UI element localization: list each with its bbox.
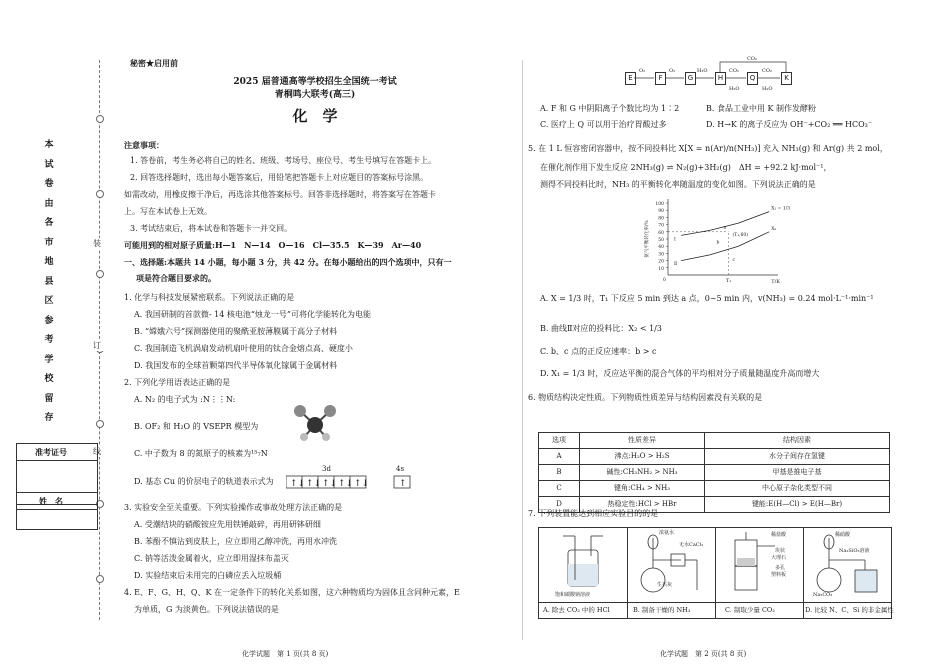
node-e: E [625,72,636,85]
apparatus-c-label: 塑料板 [771,572,787,578]
q4-option-b: B. 食品工业中用 K 制作发酵粉 [706,104,817,113]
q4-stem-cont: 为单质，G 为淡黄色。下列说法错误的是 [134,605,279,614]
binding-hole [96,190,104,198]
x-axis-label: T/K [771,279,780,285]
notice-line: 2. 回答选择题时，选出每小题答案后，用铅笔把答题卡上对应题目的答案标号涂黑。 [130,173,429,182]
apparatus-d-label: Na₂CO₃ [813,592,833,598]
margin-char: 留 [44,393,54,404]
y-tick-label: 60 [658,230,664,236]
binding-hole [96,575,104,583]
q5-stem-cont: 在催化剂作用下发生反应 2NH₃(g) ⇌ N₂(g)+3H₂(g) ΔH = +92.2 kJ·mol⁻¹， [540,163,832,172]
table-cell: 沸点:H₂O > H₂S [580,449,705,465]
apparatus-d-label: Na₂SiO₃溶液 [839,548,870,554]
notice-line: 上。写在本试卷上无效。 [124,207,212,216]
svg-text:↑↓: ↑↓ [338,479,354,489]
y-tick-label: 70 [658,223,664,229]
section-heading-cont: 项是符合题目要求的。 [136,273,216,283]
table-cell: B [539,465,580,481]
xian-mark: 线 [90,446,104,457]
y-tick-label: 50 [658,238,664,243]
point-label: Ⅱ [674,261,678,267]
vsepr-model-image [290,403,340,443]
h2o-label: H₂O [697,68,708,74]
q4-option-a: A. F 和 G 中阴阳离子个数比均为 1∶2 [540,104,680,113]
q4-option-d: D. H→K 的离子反应为 OH⁻+CO₂ ══ HCO₃⁻ [706,120,873,129]
node-f: F [655,72,666,85]
table-cell: 中心原子杂化类型不同 [705,481,890,497]
table-header: 结构因素 [705,433,890,449]
margin-char: 试 [44,159,54,170]
page-divider [522,60,523,640]
orbital-4s-label: 4s [396,465,405,473]
point-label: b [716,240,720,246]
q4-stem: 4. E、F、G、H、Q、K 在一定条件下的转化关系如图，这六种物质均为固体且含同种元素，E [124,588,460,597]
series-line [681,232,769,261]
node-g: G [685,72,696,85]
point-label: a [723,225,727,231]
table-cell: 键能:E(H—Cl) > E(H—Br) [705,497,890,513]
margin-char: 由 [44,198,54,209]
apparatus-c-label: 大理石 [771,555,787,561]
q7-stem: 7. 下列装置能达到相应实验目的的是 [528,509,659,518]
atomic-masses: 可能用到的相对原子质量:H—1 N—14 O—16 Cl—35.5 K—39 Ar—40 [124,240,422,250]
footer-right: 化学试题 第 2 页(共 8 页) [660,650,747,658]
divider [539,602,891,603]
binding-hole [96,270,104,278]
o2-label: O₂ [669,68,676,74]
q5-option-d: D. X₁ = 1/3 时，反应达平衡的混合气体的平均相对分子质量随温度升高而增大 [540,369,820,378]
q6-table [538,432,890,513]
table-header-row [539,433,890,449]
svg-text:↑↓: ↑↓ [354,479,370,489]
margin-char: 地 [44,257,54,267]
conversion-chart [640,195,790,285]
y-axis-label: 氨气平衡转化率/% [645,220,650,258]
divider [627,528,628,618]
q1-stem: 1. 化学与科技发展紧密联系。下列说法正确的是 [124,293,295,302]
node-h: H [715,72,726,85]
notice-title: 注意事项： [124,140,164,150]
apparatus-b-label: 浓氨水 [659,530,675,536]
h2o-label: H₂O [729,86,740,92]
q2-option-d: D. 基态 Cu 的价层电子的轨道表示式为 [134,477,274,486]
x-tick-label: T₁ [725,278,732,284]
node-q: Q [747,72,758,85]
q2-option-a: A. N₂ 的电子式为 :N⋮⋮N: [134,395,236,404]
y-tick-label: 100 [655,202,664,207]
co2-label: CO₂ [762,68,772,74]
divider [715,528,716,618]
q3-option-d: D. 实验结束后未用完的白磷应丢入垃圾桶 [134,571,282,580]
secret-label: 秘密★启用前 [130,58,178,68]
point-label: (T₁,60) [732,232,748,238]
orbital-diagram [286,475,416,489]
margin-char: 本 [44,140,54,150]
table-cell: 热稳定性:HCl > HBr [580,497,705,513]
table-cell: D [539,497,580,513]
exam-number-label: 准考证号 [35,447,67,457]
q6-stem: 6. 物质结构决定性质。下列物质性质差异与结构因素没有关联的是 [528,393,763,402]
q7-caption-d: D. 比较 N、C、Si 的非金属性 [805,606,894,614]
o2-label: O₂ [639,68,646,74]
margin-char: 校 [44,374,54,384]
q1-option-a: A. 我国研制的首款微- 14 核电池“烛龙一号”可将化学能转化为电能 [134,310,372,319]
y-tick-label: 10 [658,266,664,272]
y-tick-label: 30 [658,252,664,258]
apparatus-d-label: 稀硝酸 [835,532,851,538]
y-tick-label: 80 [658,216,664,222]
margin-char: 考 [44,335,54,345]
q3-option-c: C. 钠等活泼金属着火，应立即用湿抹布盖灭 [134,554,289,563]
divider [17,509,97,510]
q5-option-c: C. b、c 点的正反应速率：b > c [540,347,657,356]
y-tick-label: 40 [658,245,664,251]
zhuang-mark: 装 [90,238,104,249]
margin-char: 学 [44,354,54,365]
notice-line: 如需改动，用橡皮擦干净后，再选涂其他答案标号。回答非选择题时，将答案写在答题卡 [124,190,436,199]
name-label: 姓 名 [39,496,63,506]
apparatus-d-image [809,530,889,600]
q3-option-b: B. 苯酚不慎沾到皮肤上，应立即用乙醇冲洗，再用水冲洗 [134,537,337,546]
notice-line: 3. 考试结束后，将本试卷和答题卡一并交回。 [130,224,293,233]
margin-char: 各 [44,218,54,228]
table-row [539,465,890,481]
table-header: 性质差异 [580,433,705,449]
svg-text:↑↓: ↑↓ [290,479,306,489]
apparatus-b-image [631,530,711,600]
apparatus-c-label: 稀盐酸 [771,532,787,538]
divider [803,528,804,618]
exam-subtitle: 青桐鸣大联考(高三) [274,90,356,100]
apparatus-b-label: 无水CaCl₂ [679,542,704,548]
table-row [539,481,890,497]
point-label: 0 [663,278,666,283]
q1-option-c: C. 我国制造飞机涡扇发动机扇叶使用的钛合金熔点高、硬度小 [134,344,353,353]
apparatus-a-label: 饱和碳酸钠溶液 [555,592,591,598]
q4-flow-diagram [625,56,815,96]
margin-char: 县 [44,276,54,287]
svg-text:↑: ↑ [399,479,407,489]
q1-option-b: B. “嫦娥六号”探测器使用的聚酰亚胺薄膜属于高分子材料 [134,327,338,336]
q2-option-b: B. OF₂ 和 H₂O 的 VSEPR 模型为 [134,422,259,431]
q2-stem: 2. 下列化学用语表达正确的是 [124,378,231,387]
q5-stem: 5. 在 1 L 恒容密闭容器中，按不同投料比 X[X = n(Ar)/n(NH₃)] 充入 NH₃(g) 和 Ar(g) 共 2 mol， [528,144,888,153]
table-cell: 水分子间存在氢键 [705,449,890,465]
apparatus-b-label: 生石灰 [657,582,673,588]
h2o-label: H₂O [762,86,773,92]
apparatus-c-label: 块状 [775,548,786,554]
q5-stem-cont: 测得不同投料比时，NH₃ 的平衡转化率随温度的变化如图。下列说法正确的是 [540,180,816,189]
y-tick-label: 20 [658,259,664,265]
margin-char: 参 [44,315,54,326]
section-heading: 一、选择题:本题共 14 小题，每小题 3 分，共 42 分。在每小题给出的四个选项中，只有一 [124,257,452,267]
apparatus-a-image [553,532,613,590]
q2-option-c: C. 中子数为 8 的氮原子的核素为¹⁵₇N [134,449,268,458]
table-header: 选项 [539,433,580,449]
orbital-3d-label: 3d [322,465,331,473]
margin-char: 市 [44,237,54,248]
svg-text:↑↓: ↑↓ [306,479,322,489]
footer-left: 化学试题 第 1 页(共 8 页) [242,650,329,658]
point-label: Ⅰ [674,237,676,243]
series-label: X₂ [771,226,777,232]
notice-line: 1. 答卷前，考生务必将自己的姓名、班级、考场号、座位号、考生号填写在答题卡上。 [130,156,437,165]
q5-option-a: A. X = 1/3 时，T₁ 下反应 5 min 到达 a 点，0~5 min 内，v(NH₃) = 0.24 mol·L⁻¹·min⁻¹ [540,294,874,303]
divider [17,460,97,461]
q7-caption-c: C. 制取少量 CO₂ [725,606,775,614]
binding-margin [0,0,120,672]
q7-caption-b: B. 制备干燥的 NH₃ [633,606,691,614]
apparatus-c-label: 多孔 [775,565,786,571]
series-label: X₁ = 1/3 [771,206,790,212]
table-cell: 碱性:CH₃NH₂ > NH₃ [580,465,705,481]
q3-stem: 3. 实验安全至关重要。下列实验操作或事故处理方法正确的是 [124,503,343,512]
svg-text:↑↓: ↑↓ [322,479,338,489]
subject-title: 化 学 [292,107,338,125]
margin-char: 卷 [44,179,54,189]
table-row [539,449,890,465]
q1-option-d: D. 我国发布的全球首颗第四代半导体氧化镓属于金属材料 [134,361,338,370]
table-cell: 甲基是推电子基 [705,465,890,481]
table-cell: A [539,449,580,465]
q3-option-a: A. 受潮结块的硝酸铵应先用铁锤敲碎，再用研钵研细 [134,520,321,529]
binding-hole [96,115,104,123]
table-cell: C [539,481,580,497]
exam-title: 2025 届普通高等学校招生全国统一考试 [233,77,397,87]
q4-option-c: C. 医疗上 Q 可以用于治疗胃酸过多 [540,120,667,129]
table-cell: 键角:CH₄ > NH₃ [580,481,705,497]
node-k: K [781,72,792,85]
co2-label: CO₂ [729,68,739,74]
q7-caption-a: A. 除去 CO₂ 中的 HCl [543,606,610,614]
binding-hole [96,420,104,428]
name-box[interactable] [16,492,98,530]
margin-char: 存 [44,413,54,423]
ding-mark: 订 [90,340,104,351]
q5-option-b: B. 曲线Ⅱ对应的投料比：X₂ < 1/3 [540,324,662,333]
q7-apparatus-panel [538,527,892,619]
y-tick-label: 90 [658,209,664,215]
point-label: c [732,257,736,263]
margin-char: 区 [44,296,54,306]
co2-top-label: CO₂ [747,56,757,62]
